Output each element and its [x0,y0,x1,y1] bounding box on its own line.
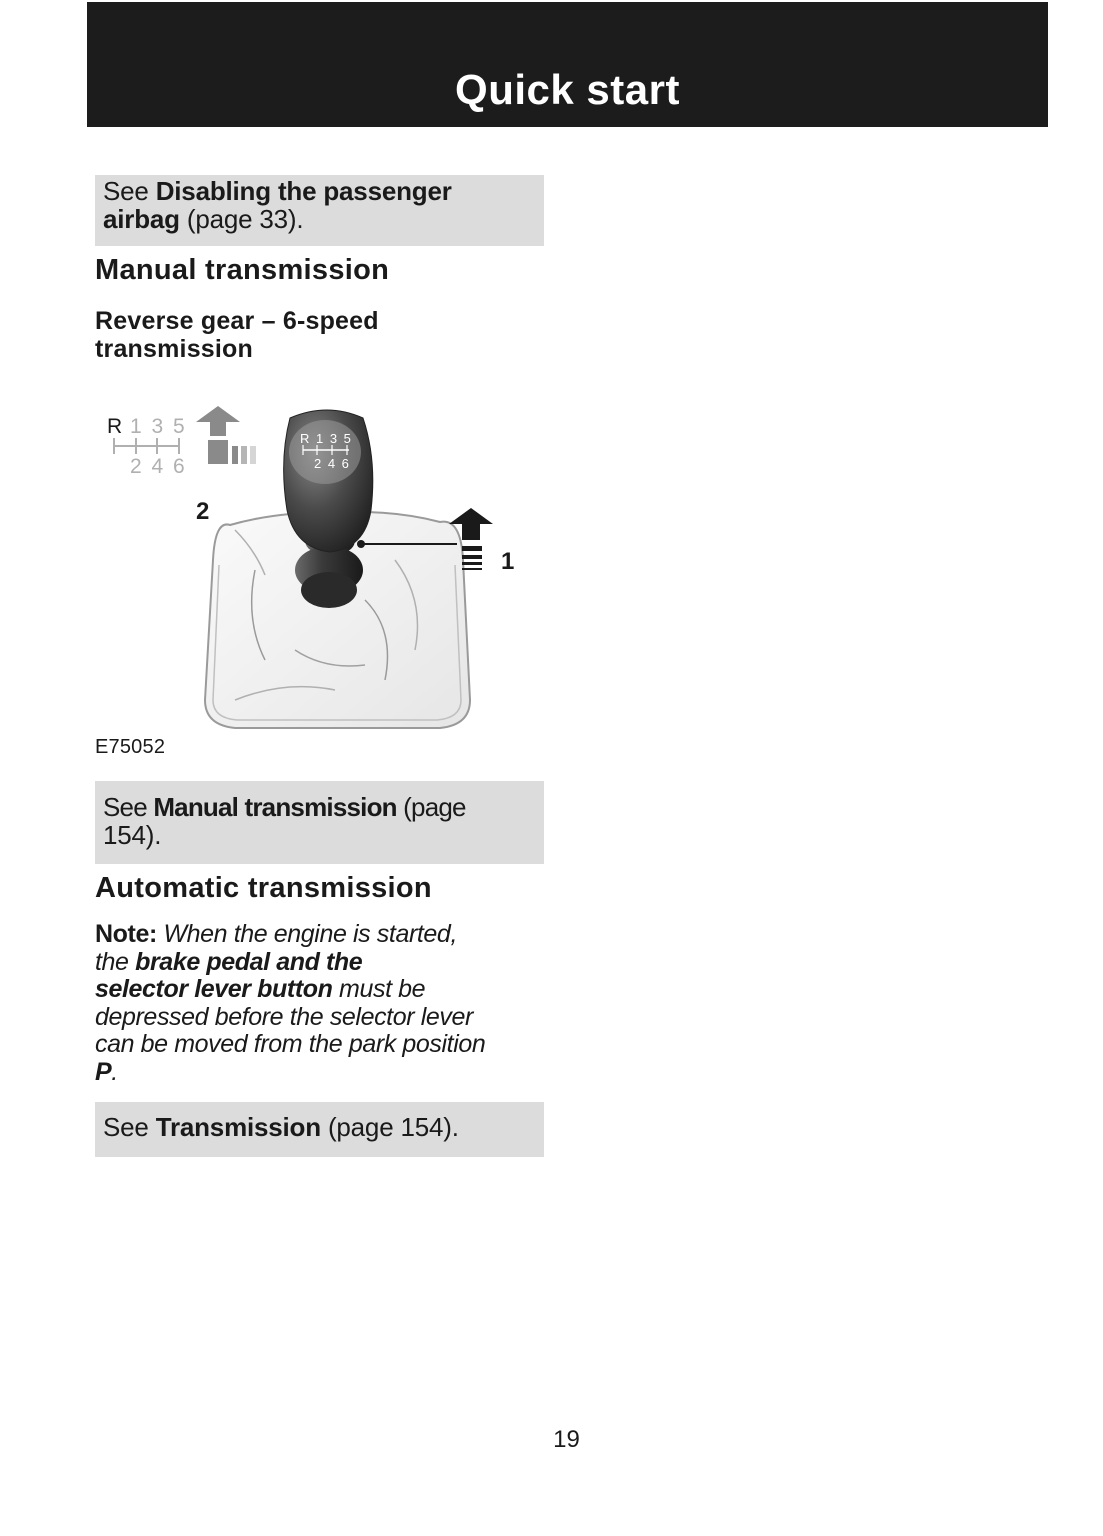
gear-pattern-diagram [107,415,187,478]
knob-pattern-bottom: 2 4 6 [314,456,351,471]
note-line6 [95,1059,547,1087]
figure-code: E75052 [95,736,166,758]
chapter-header-bar [87,2,1048,127]
note-line5 [95,1031,547,1059]
note-line4 [95,1004,547,1032]
chapter-title: Quick start [455,66,680,113]
automatic-transmission-heading: Automatic transmission [95,872,432,904]
transmission-reference-box [95,1102,544,1157]
airbag-reference-line2 [103,205,536,233]
manual-reference-line2 [103,821,536,849]
note-label: Note: [95,920,157,948]
callout-1-label: 1 [501,548,515,575]
note-line1 [95,921,547,949]
note-emphasis: selector lever button [95,975,333,1004]
note-text: depressed before the selector lever [95,1002,473,1031]
note-text: must be [339,975,426,1004]
note-emphasis: brake pedal and the [135,947,363,976]
pattern-reverse-label: R [107,415,123,438]
note-text: can be moved from the park position [95,1030,486,1059]
reference-page: (page [403,792,466,822]
airbag-reference-line1 [103,177,536,205]
manual-reference-link[interactable]: Manual transmission [153,792,397,822]
airbag-reference-link-cont[interactable]: airbag [103,204,180,234]
note-line2 [95,949,547,977]
automatic-note [95,921,547,1087]
reference-page: (page 154). [327,1112,459,1142]
reference-prefix: See [103,1112,149,1142]
transmission-reference-link[interactable]: Transmission [155,1112,321,1142]
note-line3 [95,976,547,1004]
manual-reference-line1 [103,793,536,821]
manual-reference-box [95,781,544,864]
gear-lever-illustration [95,400,544,736]
gear-lever-svg [95,400,544,736]
arrow-up-icon [196,406,256,464]
reference-prefix: See [103,176,149,206]
note-text: the [95,947,129,976]
gear-knob [284,410,373,552]
pattern-top-gears: 1 3 5 [130,415,187,438]
pattern-bottom-gears: 2 4 6 [130,455,187,478]
airbag-reference-box [95,175,544,246]
reference-page: (page 33). [186,204,304,234]
airbag-reference-link[interactable]: Disabling the passenger [155,176,452,206]
page-number: 19 [553,1426,580,1453]
knob-pattern-top: R 1 3 5 [300,431,353,446]
reverse-gear-subheading: Reverse gear – 6-speed transmission [95,307,379,363]
manual-transmission-heading: Manual transmission [95,254,390,286]
note-text: . [111,1057,118,1086]
callout-2-label: 2 [196,498,210,525]
note-text: When the engine is started, [163,920,457,948]
reference-page-cont: 154). [103,820,162,850]
reference-prefix: See [103,792,147,822]
note-emphasis: P [95,1057,112,1086]
